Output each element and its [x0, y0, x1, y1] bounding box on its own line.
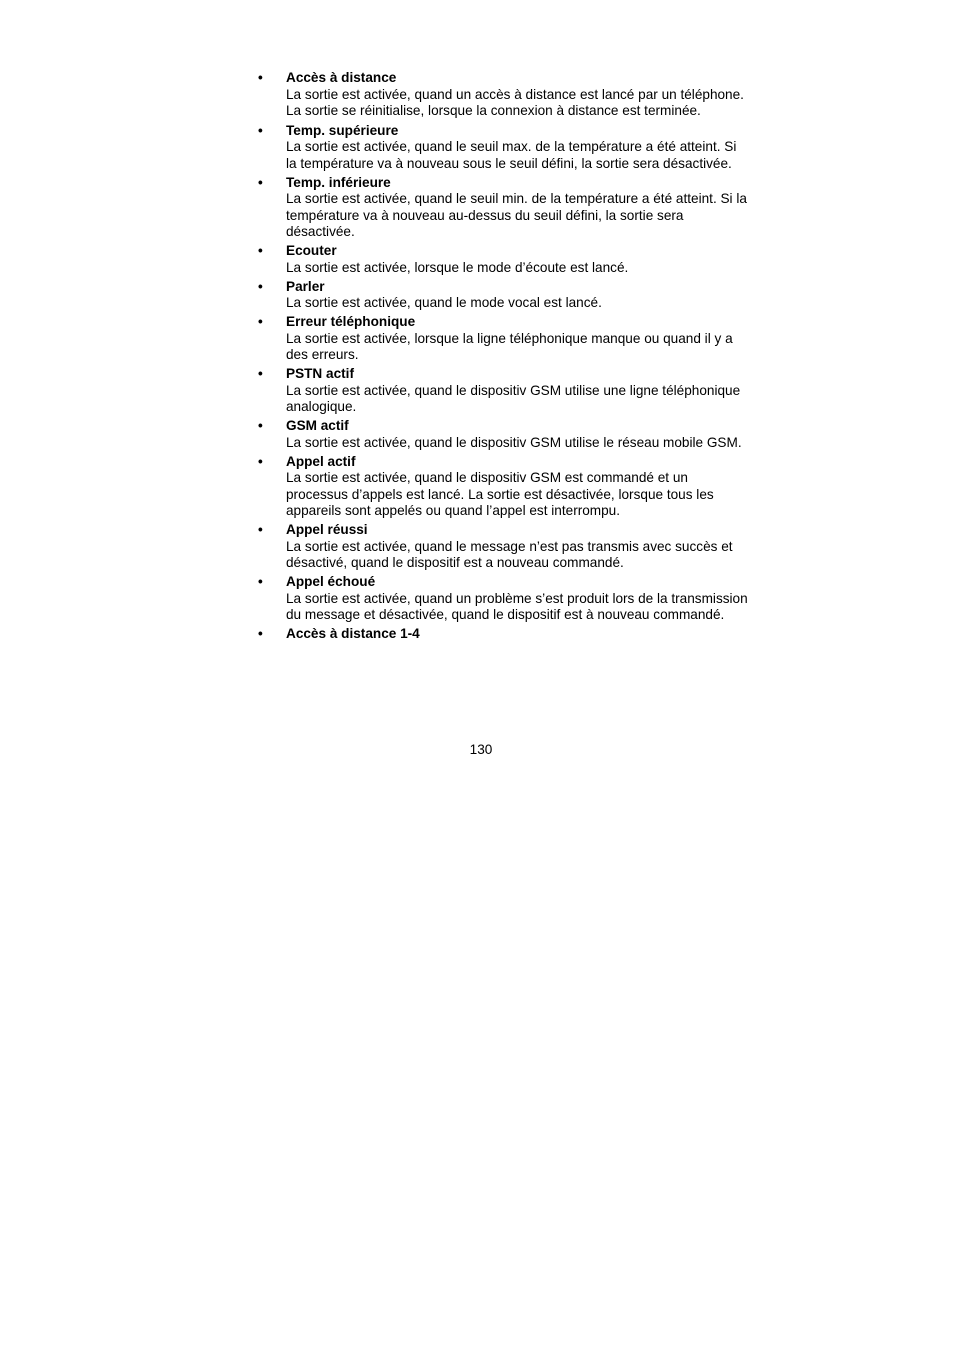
- item-title: Appel réussi: [286, 522, 368, 537]
- bullet-icon: •: [258, 626, 263, 641]
- list-item: [258, 279, 748, 312]
- item-description: La sortie est activée, quand le seuil min. de la température a été atteint. Si la température va à nouveau au-dessus du seuil défini, la sortie sera désactivée.: [286, 191, 747, 239]
- list-item: [258, 626, 748, 643]
- bullet-icon: •: [258, 574, 263, 589]
- list-item: [258, 418, 748, 451]
- item-title: Parler: [286, 278, 325, 294]
- list-item: [258, 454, 748, 520]
- item-title: Appel actif: [286, 453, 356, 469]
- list-item: [258, 522, 748, 572]
- item-description: La sortie est activée, quand le mode vocal est lancé.: [286, 295, 602, 310]
- item-title: Accès à distance 1-4: [286, 626, 420, 641]
- bullet-icon: •: [258, 366, 263, 381]
- bullet-icon: •: [258, 243, 263, 258]
- item-description: La sortie est activée, quand un problème s’est produit lors de la transmission du message et désactivée, quand le dispositif est à nouveau commandé.: [286, 590, 748, 622]
- item-title: Temp. supérieure: [286, 122, 399, 138]
- bullet-icon: •: [258, 314, 263, 329]
- bullet-icon: •: [258, 278, 263, 294]
- list-item: [258, 574, 748, 624]
- item-title: Appel échoué: [286, 574, 376, 589]
- item-title: PSTN actif: [286, 366, 354, 381]
- item-description: La sortie est activée, lorsque la ligne téléphonique manque ou quand il y a des erreurs.: [286, 330, 733, 362]
- list-item: [258, 123, 748, 173]
- item-title: Erreur téléphonique: [286, 314, 416, 329]
- item-description: La sortie est activée, quand le dispositiv GSM est commandé et un processus d’appels est lancé. La sortie est désactivée, lorsque tous les appareils sont appelés ou quand l’appel est interrompu.: [286, 470, 714, 518]
- list-item: [258, 366, 748, 416]
- bullet-icon: •: [258, 418, 263, 433]
- list-item: [258, 243, 748, 276]
- bullet-icon: •: [258, 122, 263, 138]
- page-number: 130: [469, 742, 493, 757]
- item-title: Accès à distance: [286, 70, 397, 85]
- bullet-icon: •: [258, 522, 263, 537]
- item-title: Ecouter: [286, 243, 337, 258]
- item-description: La sortie est activée, quand le dispositiv GSM utilise une ligne téléphonique analogique.: [286, 382, 741, 414]
- list-item: [258, 175, 748, 241]
- bullet-icon: •: [258, 453, 263, 469]
- list-item: [258, 70, 748, 120]
- item-description: La sortie est activée, lorsque le mode d’écoute est lancé.: [286, 259, 629, 275]
- item-description: La sortie est activée, quand le seuil max. de la température a été atteint. Si la température va à nouveau sous le seuil défini, la sortie sera désactivée.: [286, 139, 737, 171]
- bullet-icon: •: [258, 174, 263, 190]
- item-title: Temp. inférieure: [286, 174, 391, 190]
- bullet-icon: •: [258, 70, 263, 85]
- item-title: GSM actif: [286, 418, 349, 433]
- document-page: [258, 70, 748, 645]
- list-item: [258, 314, 748, 364]
- item-description: La sortie est activée, quand le message n’est pas transmis avec succès et désactivé, quand le dispositif est a nouveau commandé.: [286, 538, 733, 570]
- item-description: La sortie est activée, quand un accès à distance est lancé par un téléphone. La sortie se réinitialise, lorsque la connexion à distance est terminée.: [286, 86, 744, 118]
- item-description: La sortie est activée, quand le dispositiv GSM utilise le réseau mobile GSM.: [286, 434, 742, 450]
